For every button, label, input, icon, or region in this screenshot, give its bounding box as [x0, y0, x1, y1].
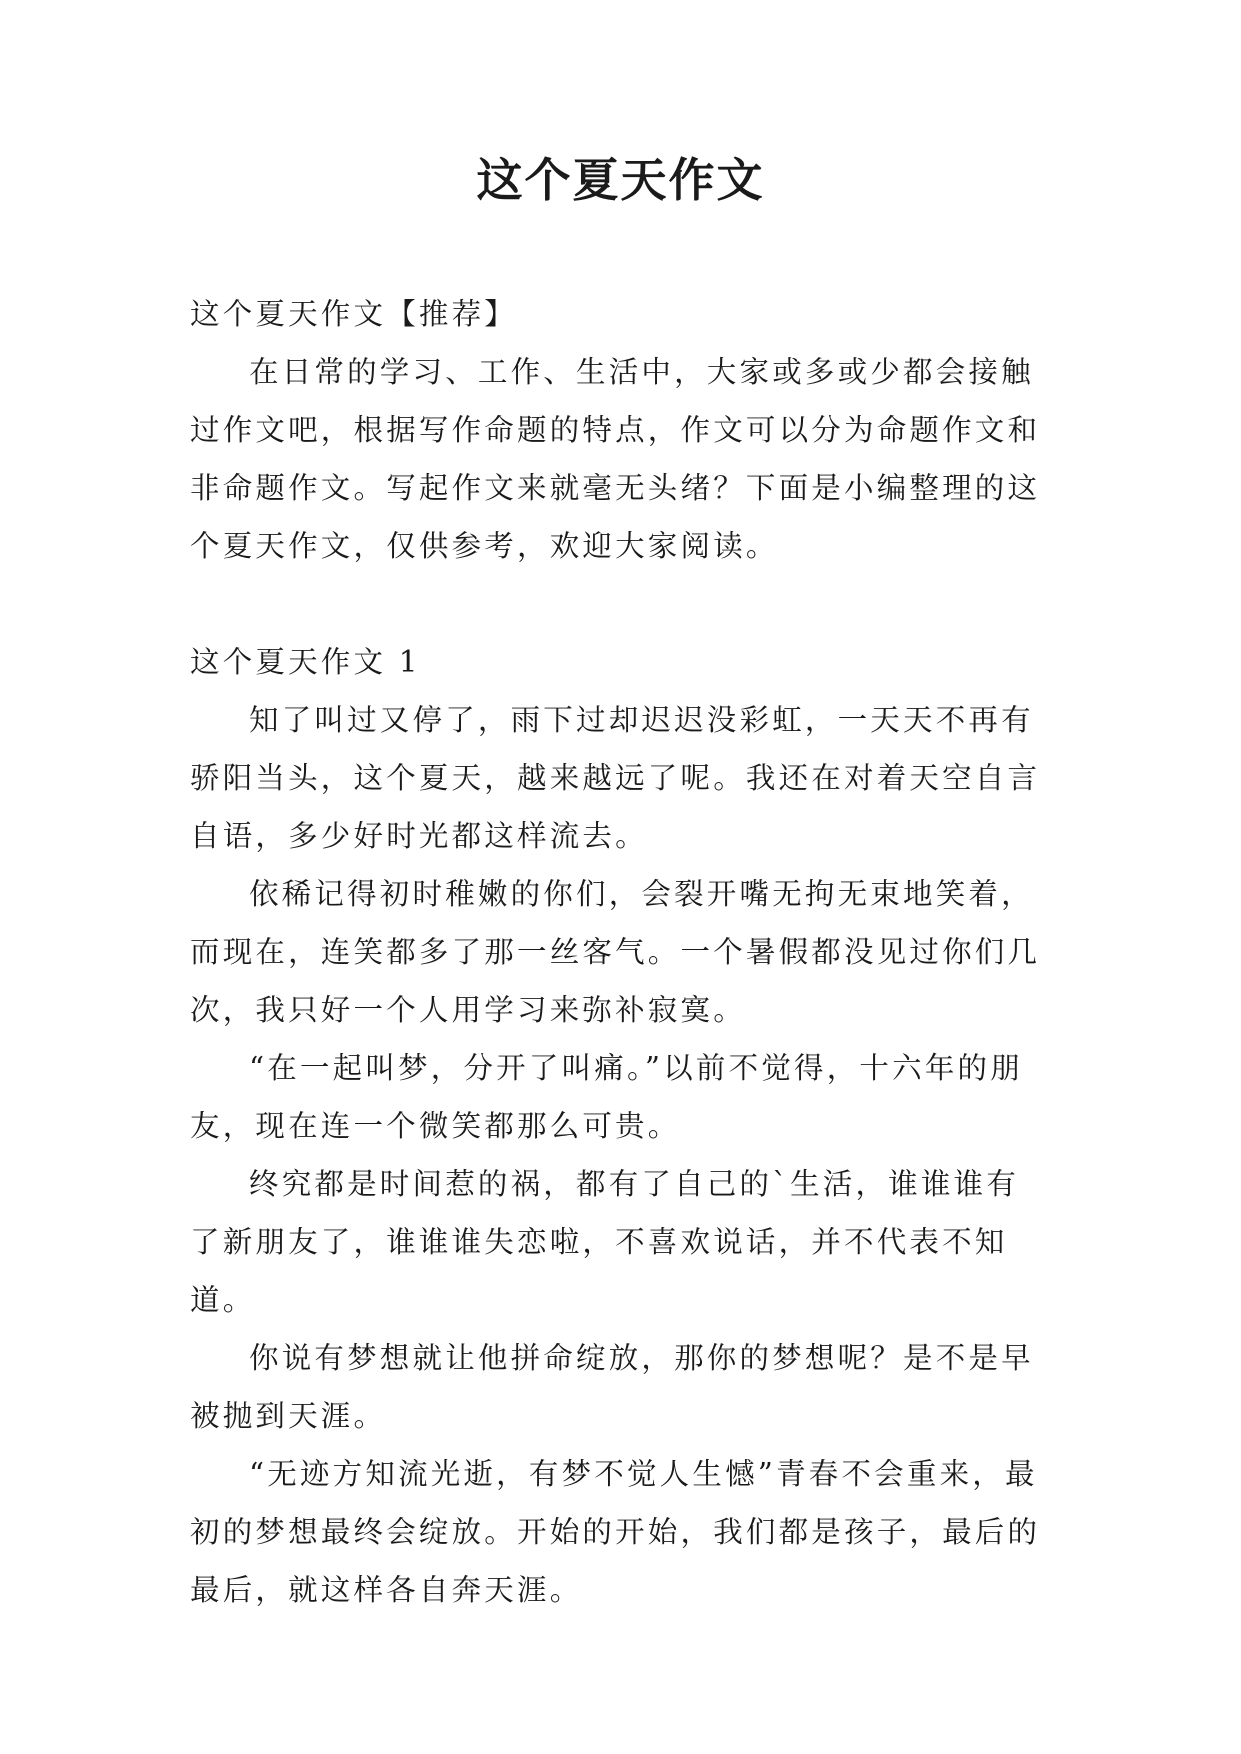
section1-paragraph: 知了叫过又停了，雨下过却迟迟没彩虹，一天天不再有骄阳当头，这个夏天，越来越远了呢。我还在对着天空自言自语，多少好时光都这样流去。: [190, 703, 1041, 853]
intro-paragraph: 在日常的学习、工作、生活中，大家或多或少都会接触过作文吧，根据写作命题的特点，作文可以分为命题作文和非命题作文。写起作文来就毫无头绪？下面是小编整理的这个夏天作文，仅供参考，欢迎大家阅读。: [190, 355, 1041, 563]
section1-heading: 这个夏天作文 1: [190, 645, 421, 679]
section1-paragraph: “无迹方知流光逝，有梦不觉人生憾”青春不会重来，最初的梦想最终会绽放。开始的开始，我们都是孩子，最后的最后，就这样各自奔天涯。: [190, 1457, 1041, 1607]
section1-paragraph: 你说有梦想就让他拼命绽放，那你的梦想呢？是不是早被抛到天涯。: [190, 1341, 1034, 1433]
section-spacer: [190, 575, 1050, 633]
document-body: [190, 285, 1050, 1619]
section1-paragraph: 终究都是时间惹的祸，都有了自己的`生活，谁谁谁有了新朋友了，谁谁谁失恋啦，不喜欢说话，并不代表不知道。: [190, 1167, 1020, 1317]
intro-heading: 这个夏天作文【推荐】: [190, 297, 518, 331]
section1-paragraph: 依稀记得初时稚嫩的你们，会裂开嘴无拘无束地笑着，而现在，连笑都多了那一丝客气。一个暑假都没见过你们几次，我只好一个人用学习来弥补寂寞。: [190, 877, 1041, 1027]
document-title: 这个夏天作文: [476, 153, 765, 207]
section1-paragraph: “在一起叫梦，分开了叫痛。”以前不觉得，十六年的朋友，现在连一个微笑都那么可贵。: [190, 1051, 1023, 1143]
